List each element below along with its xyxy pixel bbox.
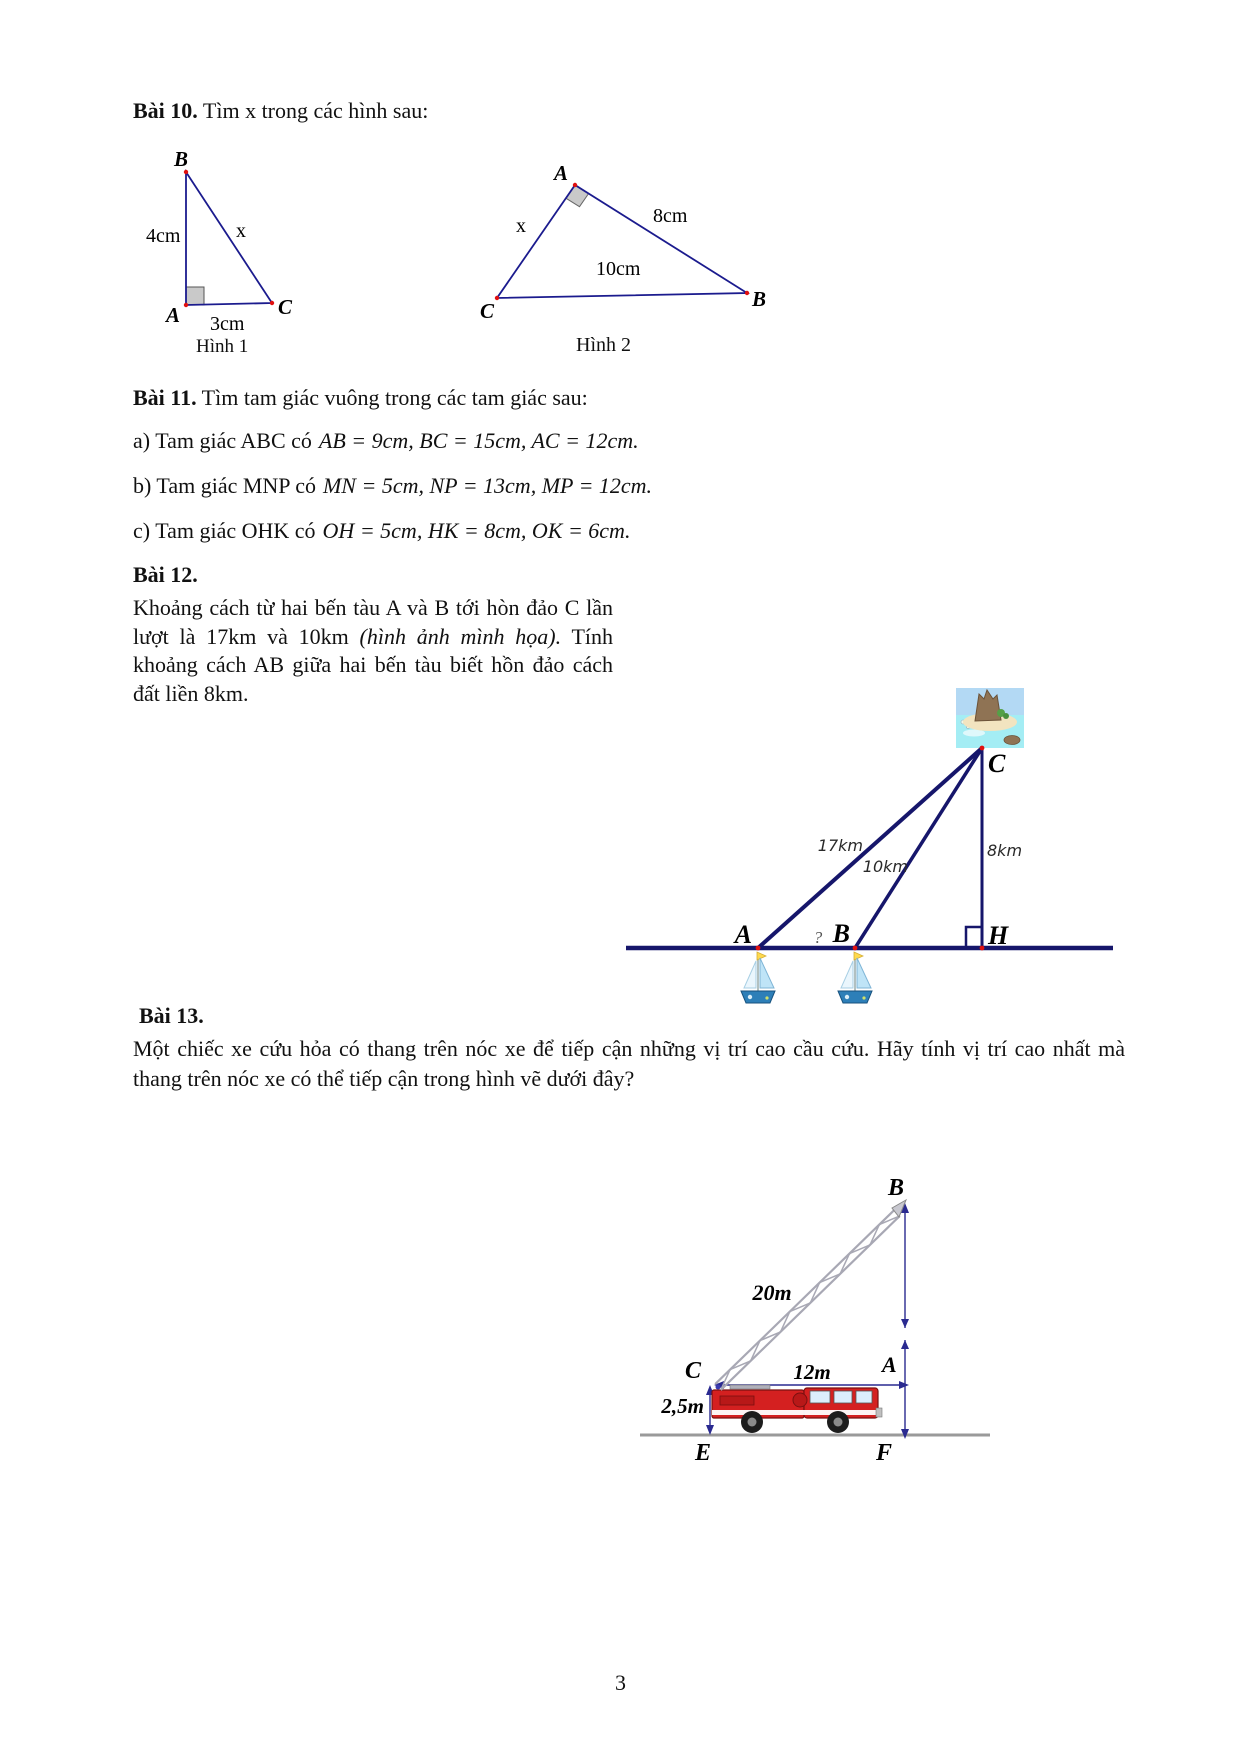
exercise-13-heading bbox=[139, 1002, 204, 1030]
boat-main-sail bbox=[857, 958, 871, 988]
boat-main-sail bbox=[760, 958, 774, 988]
item-b-prefix: b) Tam giác MNP có bbox=[133, 473, 316, 498]
line-CB bbox=[855, 748, 982, 948]
label-2-5m: 2,5m bbox=[661, 1394, 704, 1418]
exercise-11-item-c bbox=[133, 517, 630, 545]
label-C: C bbox=[480, 299, 495, 323]
boat-dot bbox=[765, 996, 768, 999]
boat-flag bbox=[854, 952, 863, 960]
label-A: A bbox=[554, 161, 569, 185]
para12-part1: Khoảng cách từ hai bến tàu A và B tới hòn đảo C lần lượt là 17km và 10km bbox=[133, 595, 613, 649]
caption-hinh-1: Hình 1 bbox=[196, 336, 249, 357]
front-bumper bbox=[876, 1408, 882, 1417]
island-rocks bbox=[975, 690, 1001, 721]
label-C: C bbox=[685, 1358, 702, 1384]
boat-hull bbox=[838, 991, 872, 1003]
label-B: B bbox=[832, 919, 850, 948]
vertex-dot-C bbox=[980, 746, 985, 751]
label-unknown-AB: ? bbox=[813, 928, 823, 947]
label-8cm: 8cm bbox=[653, 205, 688, 227]
exercise-13-paragraph: Một chiếc xe cứu hỏa có thang trên nóc xe để tiếp cận những vị trí cao cầu cứu. Hãy tính vị trí cao nhất mà thang trên nóc xe có thể tiếp cận trong hình vẽ dưới đây? bbox=[133, 1036, 1125, 1091]
exercise-10-number: Bài 10. bbox=[133, 98, 198, 123]
boat-A bbox=[741, 952, 775, 1003]
item-a-math: AB = 9cm, BC = 15cm, AC = 12cm. bbox=[318, 428, 639, 453]
label-20m: 20m bbox=[752, 1280, 792, 1305]
exercise-11-item-a bbox=[133, 427, 639, 455]
small-rock bbox=[1004, 736, 1020, 745]
boat-B bbox=[838, 952, 872, 1003]
exercise-11-heading bbox=[133, 384, 588, 412]
boat-porthole bbox=[748, 995, 752, 999]
para12-part2: Tính khoảng cách AB giữa hai bến tàu biết hồn đảo cách đất liền 8km. bbox=[133, 623, 614, 706]
item-a-prefix: a) Tam giác ABC có bbox=[133, 428, 312, 453]
hose-reel bbox=[793, 1393, 807, 1407]
exercise-11-number: Bài 11. bbox=[133, 385, 197, 410]
arrow-down-A bbox=[901, 1319, 909, 1328]
page-number: 3 bbox=[615, 1670, 626, 1695]
label-E: E bbox=[695, 1440, 712, 1466]
boat-jib-sail bbox=[744, 961, 756, 988]
item-c-prefix: c) Tam giác OHK có bbox=[133, 518, 316, 543]
equipment-door bbox=[720, 1396, 754, 1405]
boat-hull bbox=[741, 991, 775, 1003]
exercise-12-heading bbox=[133, 561, 198, 589]
figure-hinh-2 bbox=[470, 150, 810, 365]
boat-porthole bbox=[845, 995, 849, 999]
label-4cm: 4cm bbox=[146, 225, 181, 247]
right-angle-marker-A bbox=[186, 287, 204, 305]
fire-truck bbox=[712, 1385, 882, 1433]
label-B: B bbox=[174, 147, 189, 171]
vertex-dot-A bbox=[184, 303, 188, 307]
label-10km: 10km bbox=[862, 857, 908, 876]
exercise-12-paragraph bbox=[133, 594, 613, 708]
exercise-10-heading bbox=[133, 97, 428, 125]
label-10cm: 10cm bbox=[596, 258, 641, 280]
arrow-up-A bbox=[901, 1340, 909, 1349]
truck-stripe bbox=[712, 1410, 878, 1415]
figure-island bbox=[560, 600, 1160, 1020]
label-x: x bbox=[516, 215, 526, 237]
right-angle-marker-H bbox=[966, 927, 982, 948]
vertex-dot-C bbox=[716, 1385, 721, 1390]
label-A: A bbox=[882, 1352, 897, 1377]
label-B: B bbox=[888, 1175, 905, 1201]
ladder-mount bbox=[730, 1385, 770, 1389]
item-b-math: MN = 5cm, NP = 13cm, MP = 12cm. bbox=[322, 473, 653, 498]
label-12m: 12m bbox=[793, 1360, 831, 1384]
label-C: C bbox=[988, 749, 1006, 778]
exercise-10-title: Tìm x trong các hình sau: bbox=[197, 98, 429, 123]
vertex-dot-C bbox=[270, 301, 274, 305]
exercise-11-title: Tìm tam giác vuông trong các tam giác sau: bbox=[196, 385, 588, 410]
figure-fire-truck bbox=[600, 1150, 1020, 1490]
vertex-dot-C bbox=[495, 296, 499, 300]
arrow-right-A bbox=[899, 1381, 909, 1389]
island-bush-2 bbox=[1003, 713, 1009, 719]
label-B: B bbox=[752, 287, 767, 311]
item-c-math: OH = 5cm, HK = 8cm, OK = 6cm. bbox=[322, 518, 631, 543]
windshield bbox=[856, 1391, 872, 1403]
label-H: H bbox=[988, 921, 1009, 950]
cab-window-1 bbox=[810, 1391, 830, 1403]
boat-flag bbox=[757, 952, 766, 960]
label-C: C bbox=[278, 295, 293, 319]
right-angle-marker-A bbox=[566, 185, 589, 207]
label-3cm: 3cm bbox=[210, 313, 245, 335]
boat-jib-sail bbox=[841, 961, 853, 988]
exercise-11-item-b bbox=[133, 472, 652, 500]
vertex-dot-A bbox=[756, 946, 761, 951]
triangle-CAB bbox=[497, 185, 747, 298]
line-CA bbox=[758, 748, 982, 948]
vertex-dot-H bbox=[980, 946, 985, 951]
label-8km: 8km bbox=[987, 841, 1023, 860]
front-wheel-hub bbox=[834, 1418, 843, 1427]
cab-window-2 bbox=[834, 1391, 852, 1403]
para12-italic: (hình ảnh mình họa). bbox=[359, 623, 562, 649]
vertex-dot-A bbox=[573, 183, 577, 187]
label-A: A bbox=[734, 920, 752, 949]
rear-wheel-hub bbox=[748, 1418, 757, 1427]
label-F: F bbox=[876, 1440, 893, 1466]
boat-dot bbox=[862, 996, 865, 999]
label-x: x bbox=[236, 220, 246, 242]
vertex-dot-B bbox=[745, 291, 749, 295]
figure-hinh-1 bbox=[130, 140, 490, 370]
island-image bbox=[956, 688, 1024, 748]
vertex-dot-B bbox=[853, 946, 858, 951]
label-A: A bbox=[166, 303, 181, 327]
caption-hinh-2: Hình 2 bbox=[576, 334, 631, 356]
exercise-12-number: Bài 12. bbox=[133, 562, 198, 587]
label-17km: 17km bbox=[817, 836, 863, 855]
triangle-ABC bbox=[186, 172, 272, 305]
exercise-13-number: Bài 13. bbox=[139, 1003, 204, 1028]
ladder-rail-2 bbox=[715, 1210, 894, 1384]
